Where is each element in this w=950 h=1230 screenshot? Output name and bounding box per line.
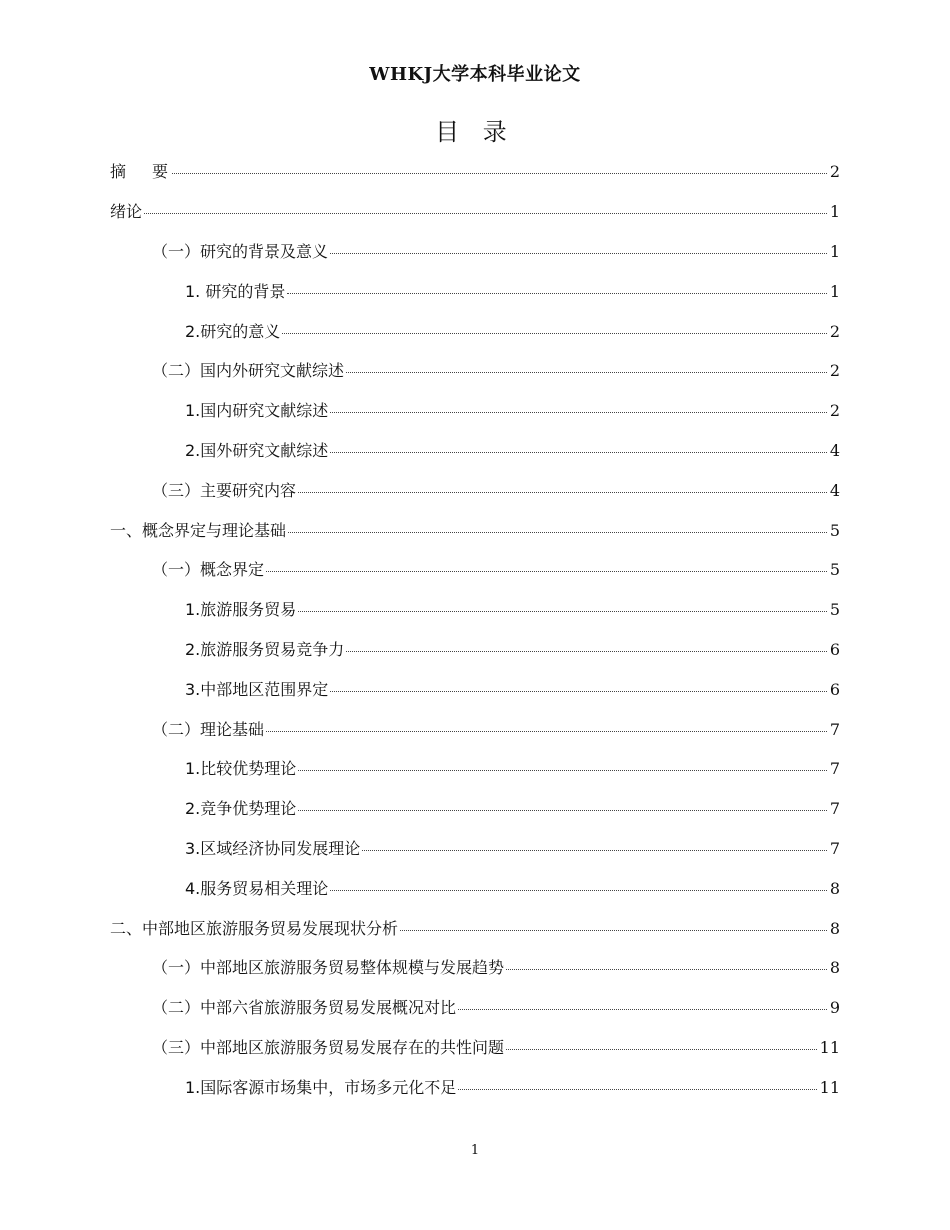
table-of-contents [0,151,950,1106]
toc-entry-page: 7 [829,759,840,779]
toc-entry-label: 1.国际客源市场集中，市场多元化不足 [185,1077,457,1097]
toc-entry-page: 4 [829,440,840,460]
toc-entry-row [152,239,840,262]
toc-entry-label: 二、中部地区旅游服务贸易发展现状分析 [110,918,399,938]
toc-entry-page: 11 [819,1077,840,1097]
toc-entry[interactable] [0,191,950,231]
toc-entry-row [152,557,840,580]
toc-entry-label: 2.国外研究文献综述 [185,440,329,460]
toc-dot-leader [298,611,827,612]
toc-entry-label: 1.比较优势理论 [185,759,297,779]
toc-entry-label: 3.区域经济协同发展理论 [185,838,361,858]
toc-dot-leader [330,890,827,891]
toc-entry[interactable] [0,987,950,1027]
toc-entry-label: （三）中部地区旅游服务贸易发展存在的共性问题 [152,1037,505,1057]
toc-entry-label: （一）概念界定 [152,560,265,580]
toc-dot-leader [458,1089,816,1090]
toc-dot-leader [458,1009,827,1010]
toc-entry-page: 4 [829,480,840,500]
toc-dot-leader [330,412,827,413]
toc-entry-page: 7 [829,838,840,858]
toc-entry[interactable] [0,629,950,669]
toc-entry-row [185,836,840,859]
toc-entry-label: 2.旅游服务贸易竞争力 [185,639,345,659]
toc-entry-label: 一、概念界定与理论基础 [110,520,287,540]
toc-entry[interactable] [0,231,950,271]
toc-title: 目 录 [435,118,515,146]
toc-entry-row [185,438,840,461]
toc-entry-row [185,597,840,620]
toc-entry[interactable] [0,788,950,828]
toc-entry-label: （二）中部六省旅游服务贸易发展概况对比 [152,998,457,1018]
toc-entry[interactable] [0,668,950,708]
toc-entry-label: 1. 研究的背景 [185,281,286,301]
toc-entry[interactable] [0,350,950,390]
toc-entry-page: 5 [829,560,840,580]
toc-dot-leader [298,810,827,811]
toc-entry-row [152,358,840,381]
toc-dot-leader [362,850,827,851]
toc-entry-label: （二）国内外研究文献综述 [152,361,345,381]
toc-entry-label: （一）中部地区旅游服务贸易整体规模与发展趋势 [152,958,505,978]
toc-entry-label: 1.旅游服务贸易 [185,600,297,620]
toc-entry[interactable] [0,867,950,907]
toc-entry-page: 1 [829,241,840,261]
toc-entry[interactable] [0,270,950,310]
toc-entry-page: 7 [829,799,840,819]
toc-entry-row [110,518,840,541]
toc-entry-label: （二）理论基础 [152,719,265,739]
toc-entry-row [185,1075,840,1098]
toc-dot-leader [506,1049,817,1050]
toc-entry-label: 4.服务贸易相关理论 [185,878,329,898]
toc-entry[interactable] [0,1066,950,1106]
toc-dot-leader [298,770,827,771]
toc-entry[interactable] [0,947,950,987]
toc-entry[interactable] [0,828,950,868]
toc-entry[interactable] [0,390,950,430]
toc-dot-leader [400,930,827,931]
toc-entry-label: （一）研究的背景及意义 [152,241,329,261]
toc-entry-row [185,398,840,421]
toc-dot-leader [282,333,827,334]
toc-dot-leader [172,173,827,174]
running-header: WHKJ大学本科毕业论文 [369,64,581,85]
toc-entry-row [185,677,840,700]
toc-entry[interactable] [0,310,950,350]
toc-dot-leader [266,731,827,732]
toc-entry-label: 2.研究的意义 [185,321,281,341]
toc-entry-row [152,717,840,740]
toc-entry-row [185,876,840,899]
toc-entry-page: 6 [829,679,840,699]
toc-entry[interactable] [0,509,950,549]
toc-dot-leader [330,452,827,453]
toc-entry[interactable] [0,151,950,191]
toc-entry-row [152,955,840,978]
toc-dot-leader [298,492,827,493]
toc-entry[interactable] [0,708,950,748]
toc-entry-row [185,756,840,779]
toc-entry-page: 9 [829,998,840,1018]
toc-entry-row [152,1035,840,1058]
toc-entry-row [185,279,840,302]
toc-dot-leader [287,293,826,294]
toc-entry-page: 1 [829,281,840,301]
toc-entry-row [185,637,840,660]
toc-entry-page: 2 [829,162,840,182]
toc-entry-label: 摘要 [110,162,195,182]
toc-entry-label: 绪论 [110,202,143,222]
toc-dot-leader [144,213,827,214]
toc-entry-label: （三）主要研究内容 [152,480,297,500]
toc-entry-page: 2 [829,401,840,421]
toc-entry-page: 5 [829,600,840,620]
toc-dot-leader [330,691,827,692]
toc-entry-page: 2 [829,321,840,341]
toc-entry-page: 8 [829,918,840,938]
toc-entry-page: 2 [829,361,840,381]
toc-entry-label: 1.国内研究文献综述 [185,401,329,421]
page-number: 1 [470,1143,480,1158]
toc-entry-page: 7 [829,719,840,739]
toc-entry-row [152,478,840,501]
toc-entry-page: 11 [819,1037,840,1057]
toc-entry-row [110,916,840,939]
toc-dot-leader [266,571,827,572]
toc-entry[interactable] [0,748,950,788]
toc-entry-label: 2.竞争优势理论 [185,799,297,819]
toc-entry-row [152,995,840,1018]
toc-dot-leader [346,651,827,652]
toc-dot-leader [330,253,827,254]
toc-entry-page: 1 [829,202,840,222]
toc-entry[interactable] [0,589,950,629]
toc-entry-page: 5 [829,520,840,540]
toc-entry[interactable] [0,430,950,470]
toc-entry-row [185,319,840,342]
toc-entry[interactable] [0,1027,950,1067]
toc-entry-page: 6 [829,639,840,659]
toc-entry-row [110,159,840,182]
toc-entry-row [185,796,840,819]
toc-dot-leader [346,372,827,373]
toc-entry[interactable] [0,469,950,509]
toc-entry-page: 8 [829,958,840,978]
toc-entry-label: 3.中部地区范围界定 [185,679,329,699]
toc-entry[interactable] [0,549,950,589]
toc-dot-leader [506,969,827,970]
toc-dot-leader [288,532,827,533]
toc-entry[interactable] [0,907,950,947]
toc-entry-row [110,199,840,222]
toc-entry-page: 8 [829,878,840,898]
